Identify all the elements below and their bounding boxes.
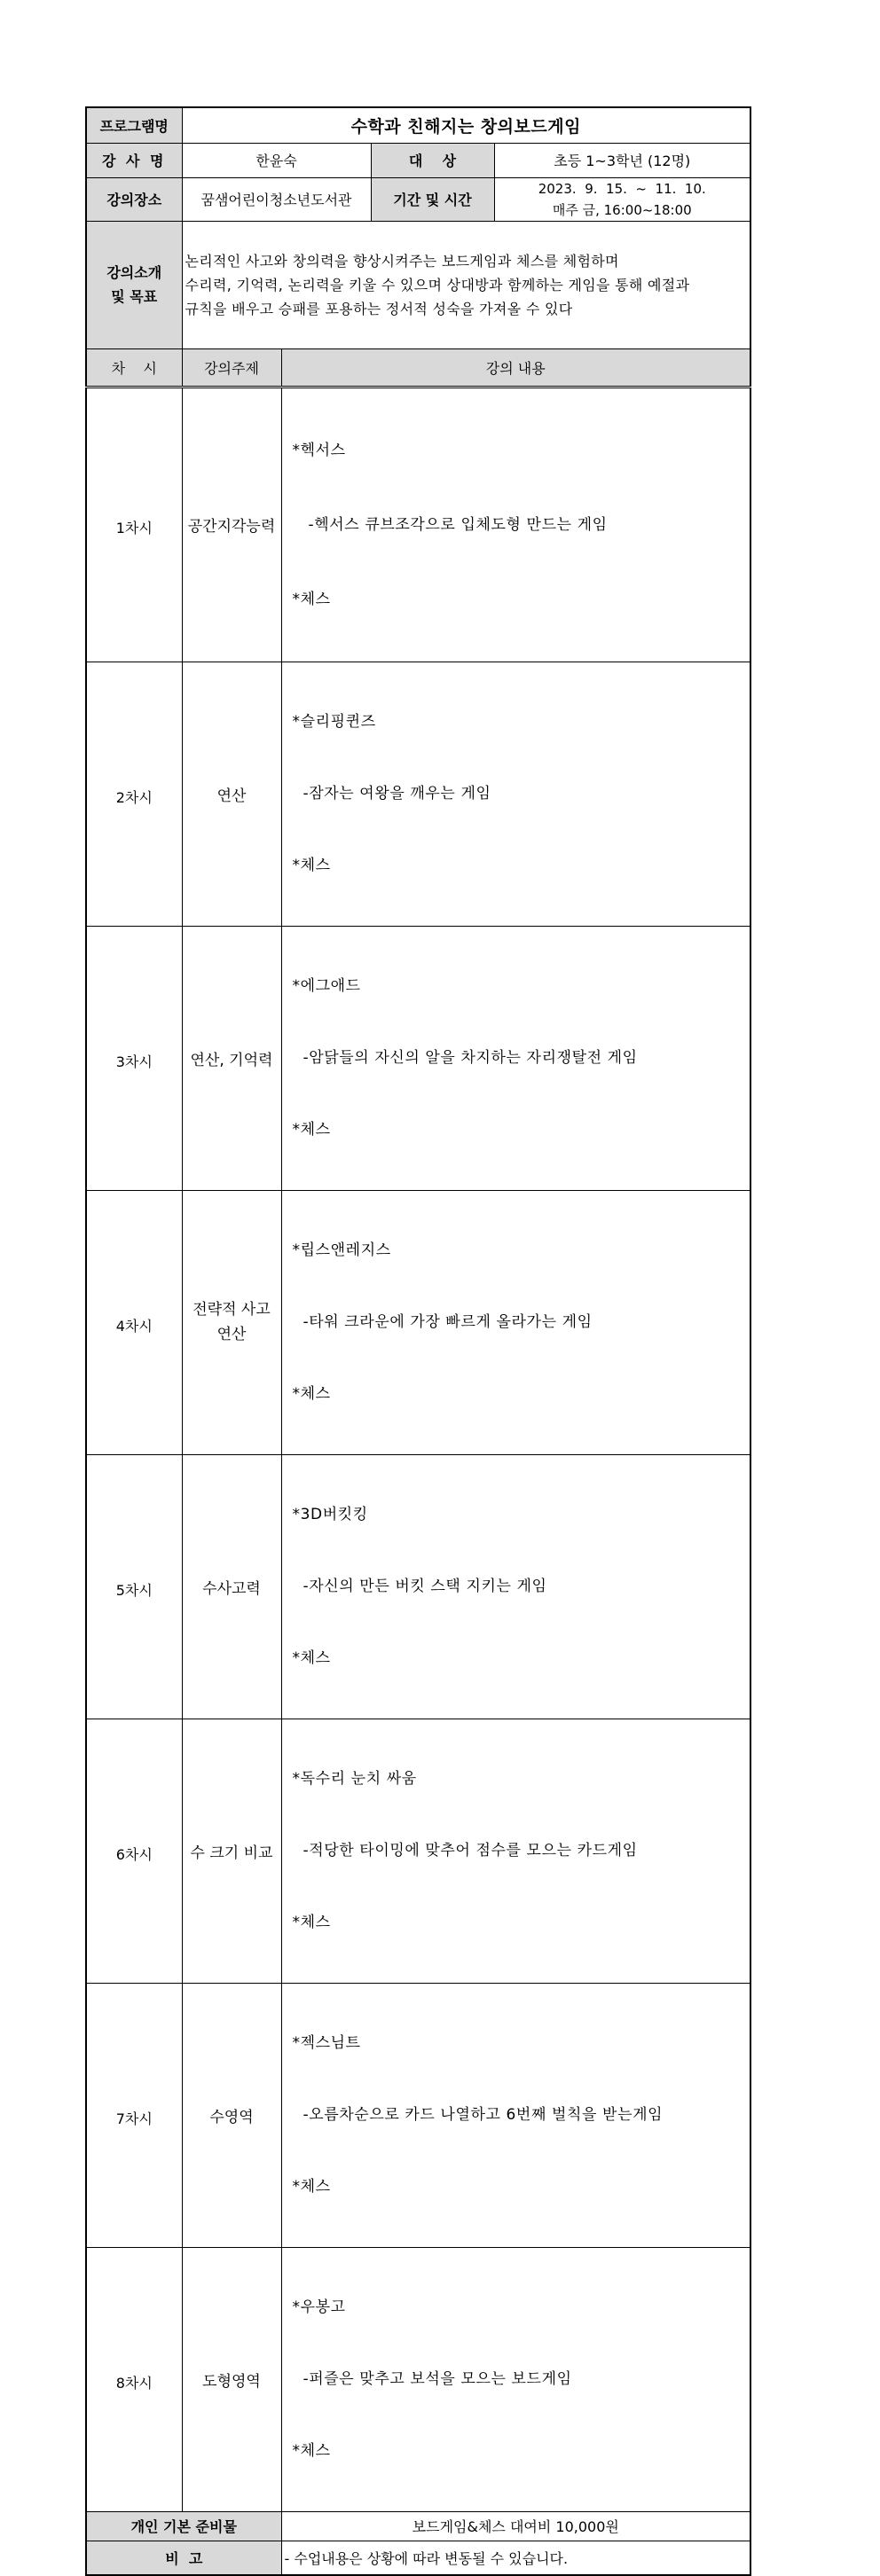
- session-content: [281, 1719, 750, 1983]
- content-line: *체스: [292, 1913, 331, 1931]
- column-content: 강의 내용: [281, 348, 750, 387]
- session-number: 1차시: [86, 387, 182, 662]
- session-number: 3차시: [86, 926, 182, 1190]
- session-number: 5차시: [86, 1454, 182, 1719]
- materials-label: 개인 기본 준비물: [86, 2511, 281, 2541]
- column-session: 차 시: [86, 348, 182, 387]
- content-line: -자신의 만든 버킷 스택 지키는 게임: [292, 1577, 547, 1595]
- materials-value: 보드게임&체스 대여비 10,000원: [281, 2511, 750, 2541]
- session-content: [281, 662, 750, 926]
- content-line: -타워 크라운에 가장 빠르게 올라가는 게임: [292, 1312, 593, 1331]
- content-line: *슬리핑퀸즈: [292, 712, 376, 731]
- session-topic-line2: 연산: [216, 1326, 247, 1343]
- table-row: [86, 1190, 750, 1454]
- content-line: -퍼즐은 맞추고 보석을 모으는 보드게임: [292, 2369, 572, 2388]
- venue-value: 꿈샘어린이청소년도서관: [182, 177, 371, 221]
- session-number: 7차시: [86, 1983, 182, 2247]
- session-content: [281, 387, 750, 662]
- target-label: 대 상: [371, 143, 494, 177]
- session-number: 8차시: [86, 2247, 182, 2511]
- content-line: *체스: [292, 590, 331, 608]
- content-line: *에그애드: [292, 976, 361, 995]
- session-topic: 수영역: [182, 1983, 281, 2247]
- intro-line-2: 수리력, 기억력, 논리력을 키울 수 있으며 상대방과 함께하는 게임을 통해 예절과: [185, 276, 690, 294]
- session-content: [281, 2247, 750, 2511]
- content-line: *체스: [292, 1120, 331, 1139]
- instructor-name: 한윤숙: [182, 143, 371, 177]
- content-line: -헥서스 큐브조각으로 입체도형 만드는 게임: [292, 515, 608, 534]
- content-line: -적당한 타이밍에 맞추어 점수를 모으는 카드게임: [292, 1841, 638, 1860]
- table-row: [86, 2247, 750, 2511]
- intro-label-line2: 및 목표: [111, 288, 158, 305]
- session-content: [281, 1190, 750, 1454]
- session-content: [281, 1983, 750, 2247]
- session-number: 2차시: [86, 662, 182, 926]
- content-line: *체스: [292, 1384, 331, 1403]
- instructor-label: 강 사 명: [86, 143, 182, 177]
- period-label: 기간 및 시간: [371, 177, 494, 221]
- table-row: [86, 1983, 750, 2247]
- table-row: [86, 1719, 750, 1983]
- session-topic: 공간지각능력: [182, 387, 281, 662]
- target-value: 초등 1~3학년 (12명): [494, 143, 750, 177]
- session-topic: [182, 1190, 281, 1454]
- session-topic: 수 크기 비교: [182, 1719, 281, 1983]
- program-table: [85, 106, 751, 2576]
- program-label: 프로그램명: [86, 107, 182, 143]
- intro-line-3: 규칙을 배우고 승패를 포용하는 정서적 성숙을 가져올 수 있다: [185, 300, 573, 317]
- content-line: *독수리 눈치 싸움: [292, 1769, 417, 1788]
- content-line: -오름차순으로 카드 나열하고 6번째 벌칙을 받는게임: [292, 2105, 664, 2124]
- remarks-label: 비 고: [86, 2541, 281, 2575]
- table-row: [86, 1454, 750, 1719]
- column-topic: 강의주제: [182, 348, 281, 387]
- session-topic: 도형영역: [182, 2247, 281, 2511]
- content-line: *3D버킷킹: [292, 1505, 368, 1523]
- session-topic: 수사고력: [182, 1454, 281, 1719]
- venue-label: 강의장소: [86, 177, 182, 221]
- content-line: *젝스님트: [292, 2033, 361, 2052]
- table-row: [86, 926, 750, 1190]
- content-line: *체스: [292, 856, 331, 874]
- intro-label: [86, 221, 182, 348]
- session-number: 6차시: [86, 1719, 182, 1983]
- content-line: *체스: [292, 2177, 331, 2196]
- intro-text: [182, 221, 750, 348]
- period-dates: 2023. 9. 15. ~ 11. 10.: [538, 180, 706, 197]
- content-line: *헥서스: [292, 441, 346, 459]
- session-number: 4차시: [86, 1190, 182, 1454]
- period-time: 매주 금, 16:00~18:00: [552, 201, 692, 218]
- remarks-value: - 수업내용은 상황에 따라 변동될 수 있습니다.: [281, 2541, 750, 2575]
- period-value: [494, 177, 750, 221]
- content-line: *체스: [292, 2441, 331, 2460]
- intro-label-line1: 강의소개: [106, 264, 162, 281]
- program-title: 수학과 친해지는 창의보드게임: [182, 107, 750, 143]
- intro-line-1: 논리적인 사고와 창의력을 향상시켜주는 보드게임과 체스를 체험하며: [185, 252, 619, 270]
- session-content: [281, 1454, 750, 1719]
- session-topic: 연산: [182, 662, 281, 926]
- content-line: -암닭들의 자신의 알을 차지하는 자리쟁탈전 게임: [292, 1048, 638, 1067]
- session-topic: 연산, 기억력: [182, 926, 281, 1190]
- table-row: [86, 662, 750, 926]
- session-content: [281, 926, 750, 1190]
- session-topic-line1: 전략적 사고: [192, 1301, 271, 1319]
- content-line: *우봉고: [292, 2298, 346, 2316]
- content-line: *체스: [292, 1648, 331, 1667]
- table-row: [86, 387, 750, 662]
- content-line: *립스앤레지스: [292, 1241, 391, 1259]
- content-line: -잠자는 여왕을 깨우는 게임: [292, 784, 491, 803]
